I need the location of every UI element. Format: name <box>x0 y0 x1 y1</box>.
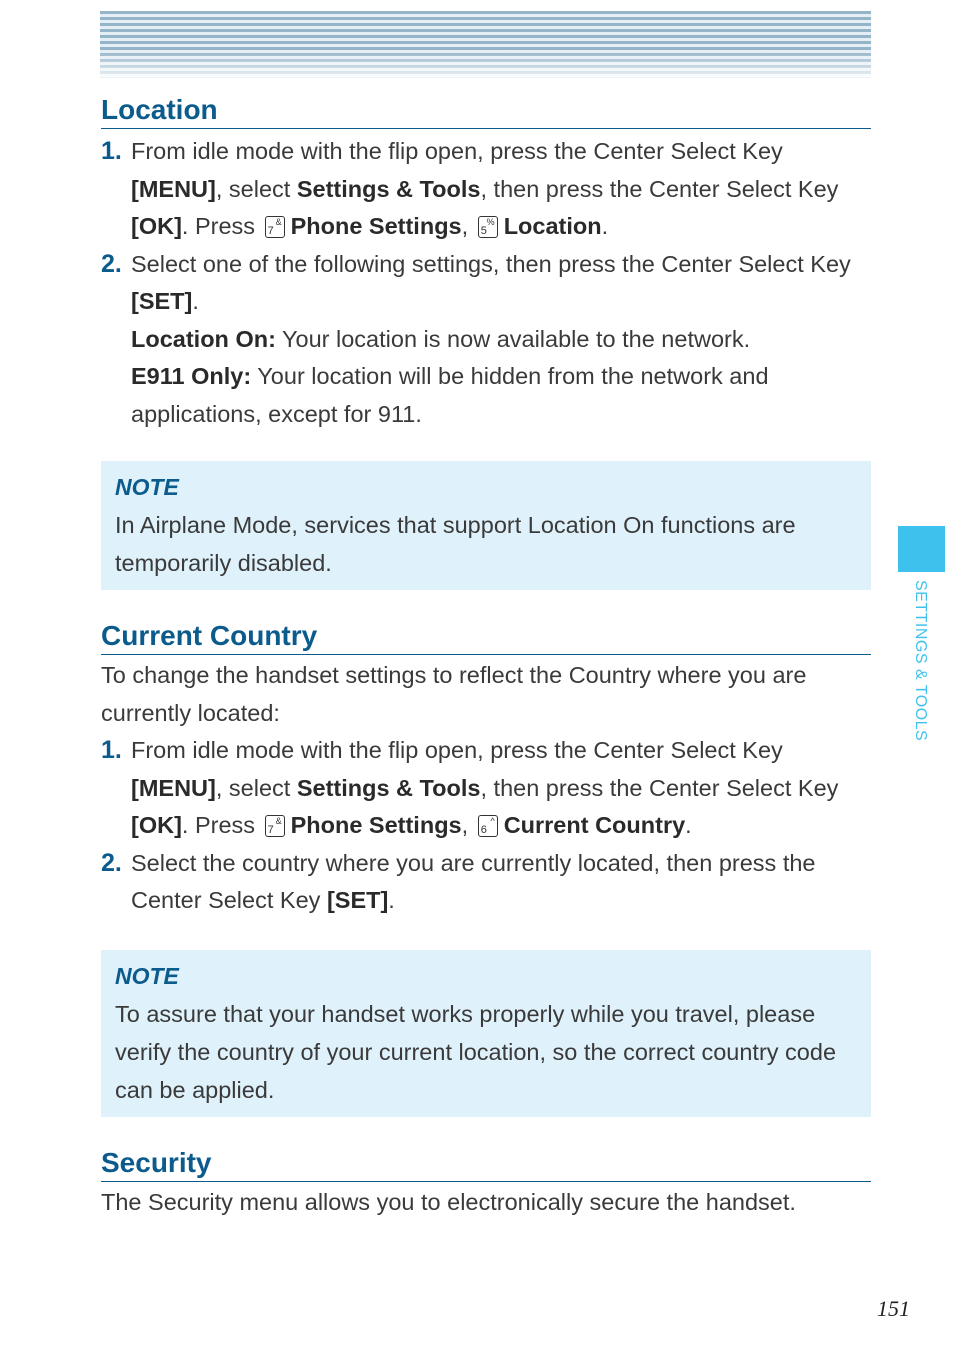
step-number: 2. <box>101 249 122 278</box>
text: , then press the Center Select Key <box>480 175 839 202</box>
option-label: Location On: <box>131 325 276 352</box>
text: , select <box>215 774 297 801</box>
text: . <box>192 288 199 314</box>
ok-label: [OK] <box>131 812 182 838</box>
text: . Press <box>181 213 262 239</box>
text: , select <box>215 175 297 202</box>
step-number: 1. <box>101 736 122 764</box>
text: . <box>388 887 395 913</box>
text: . <box>685 812 692 838</box>
set-label: [SET] <box>131 288 193 314</box>
chapter-tab <box>898 526 945 572</box>
location-step-1 <box>101 133 871 246</box>
step-text <box>131 246 871 321</box>
keypad-7-icon <box>265 815 285 837</box>
section-heading-current-country: Current Country <box>101 618 871 655</box>
chapter-label: SETTINGS & TOOLS <box>912 580 929 742</box>
location-label: Location <box>503 213 602 239</box>
settings-tools-label: Settings & Tools <box>296 774 481 801</box>
note-text: In Airplane Mode, services that support Location On functions are temporarily disabled. <box>115 512 796 576</box>
step-text <box>131 845 871 920</box>
phone-settings-label: Phone Settings <box>290 213 462 239</box>
option-text: Your location is now available to the network. <box>275 325 751 352</box>
key-symbol: ^ <box>490 816 495 826</box>
menu-label: [MENU] <box>131 175 216 202</box>
current-country-label: Current Country <box>503 812 686 838</box>
country-step-2 <box>101 845 871 920</box>
menu-label: [MENU] <box>131 774 216 801</box>
note-title: NOTE <box>115 962 179 989</box>
step-number: 2. <box>101 848 122 877</box>
key-digit: 7 <box>267 824 274 836</box>
key-symbol: % <box>486 217 495 227</box>
intro-text: To change the handset settings to reflect the Country where you are currently located: <box>101 662 807 726</box>
text: Select the country where you are currently located, then press the Center Select Key <box>131 849 816 913</box>
option-text: Your location will be hidden from the network and applications, except for 911. <box>131 363 769 427</box>
note-box-location <box>101 461 871 590</box>
keypad-5-icon <box>478 216 498 238</box>
key-digit: 5 <box>480 225 487 237</box>
keypad-6-icon <box>478 815 498 837</box>
text: , then press the Center Select Key <box>480 774 839 801</box>
note-title: NOTE <box>115 474 179 500</box>
header-stripe-bar <box>100 11 871 78</box>
phone-settings-label: Phone Settings <box>290 812 462 838</box>
note-text: To assure that your handset works properly while you travel, please verify the country of your current location, so the correct country code can be applied. <box>115 1000 837 1103</box>
key-digit: 6 <box>480 824 487 836</box>
text: From idle mode with the flip open, press the Center Select Key <box>131 737 783 763</box>
key-digit: 7 <box>267 225 274 237</box>
text: Select one of the following settings, then press the Center Select Key <box>131 250 851 277</box>
keypad-7-icon <box>265 216 285 238</box>
step-number: 1. <box>101 137 122 165</box>
location-step-2 <box>101 246 871 321</box>
option-e911-only <box>131 358 871 433</box>
text: , <box>461 213 475 239</box>
step-text <box>131 732 871 845</box>
text: . Press <box>181 812 262 838</box>
ok-label: [OK] <box>131 213 182 239</box>
option-label: E911 Only: <box>131 363 252 389</box>
text: , <box>461 812 475 838</box>
key-symbol: & <box>275 217 282 227</box>
note-box-country <box>101 950 871 1117</box>
text: . <box>601 213 609 239</box>
set-label: [SET] <box>326 887 389 913</box>
option-location-on <box>131 321 871 359</box>
page-content <box>101 92 871 1221</box>
step-text <box>131 133 871 246</box>
section-heading-location: Location <box>101 92 871 129</box>
page-number: 151 <box>877 1296 910 1321</box>
text: From idle mode with the flip open, press the Center Select Key <box>131 138 783 164</box>
key-symbol: & <box>275 816 282 826</box>
section-heading-security: Security <box>101 1145 871 1182</box>
settings-tools-label: Settings & Tools <box>296 175 481 202</box>
security-text: The Security menu allows you to electronically secure the handset. <box>101 1188 796 1215</box>
country-step-1 <box>101 732 871 845</box>
